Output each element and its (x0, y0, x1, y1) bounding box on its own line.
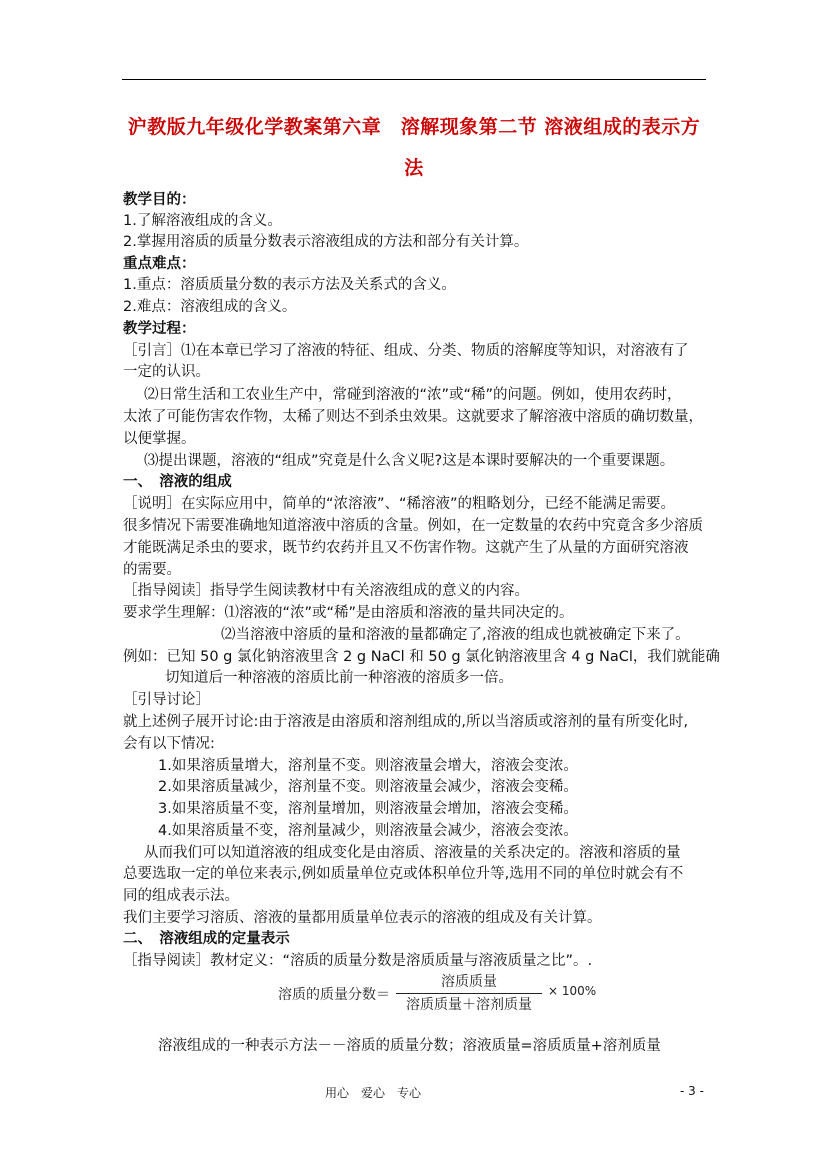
formula-denominator: 溶质质量＋溶剂质量 (406, 997, 532, 1013)
formula-rhs: × 100% (548, 984, 597, 998)
page-number: - 3 - (680, 1084, 704, 1098)
formula-fraction (396, 972, 542, 1015)
formula-lhs: 溶质的质量分数＝ (278, 987, 390, 1003)
fraction-bar (396, 993, 542, 994)
text-line: 1.重点：溶质质量分数的表示方法及关系式的含义。 (123, 277, 456, 293)
text-line: 2.难点：溶液组成的含义。 (123, 299, 297, 315)
text-line: ⑵日常生活和工农业生产中，常碰到溶液的“浓”或“稀”的问题。例如，使用农药时， (144, 387, 682, 403)
text-line: ［指导阅读］指导学生阅读教材中有关溶液组成的意义的内容。 (123, 583, 529, 599)
footer-motto: 用心 爱心 专心 (325, 1086, 422, 1100)
formula-numerator: 溶质质量 (441, 974, 497, 990)
text-line: 2.掌握用溶质的质量分数表示溶液组成的方法和部分有关计算。 (123, 234, 529, 250)
text-line: 溶液组成的一种表示方法－－溶质的质量分数；溶液质量=溶质质量+溶剂质量 (158, 1038, 661, 1054)
header-rule (122, 79, 706, 80)
text-line: 就上述例子展开讨论:由于溶液是由溶质和溶剂组成的,所以当溶质或溶剂的量有所变化时, (123, 714, 689, 730)
list-item: 1.如果溶质量增大，溶剂量不变。则溶液量会增大，溶液会变浓。 (158, 758, 578, 774)
text-line: ［引导讨论］ (123, 692, 210, 708)
text-line: 很多情况下需要准确地知道溶液中溶质的含量。例如，在一定数量的农药中究竟含多少溶质 (123, 518, 703, 534)
text-line: 切知道后一种溶液的溶质比前一种溶液的溶质多一倍。 (165, 670, 513, 686)
text-line: ［指导阅读］教材定义：“溶质的质量分数是溶质质量与溶液质量之比”。. (123, 953, 593, 969)
text-line: 1.了解溶液组成的含义。 (123, 213, 282, 229)
text-line: 才能既满足杀虫的要求，既节约农药并且又不伤害作物。这就产生了从量的方面研究溶液 (123, 540, 689, 556)
section-heading-key-points: 重点难点： (123, 256, 196, 272)
text-line: ⑶提出课题，溶液的“组成”究竟是什么含义呢?这是本课时要解决的一个重要课题。 (144, 453, 675, 469)
text-line: 要求学生理解：⑴溶液的“浓”或“稀”是由溶质和溶液的量共同决定的。 (123, 605, 574, 621)
section-heading-objectives: 教学目的： (123, 192, 196, 208)
text-line: 的需要。 (123, 562, 181, 578)
list-item: 3.如果溶质量不变，溶剂量增加，则溶液量会增加，溶液会变稀。 (158, 801, 578, 817)
text-line: 一定的认识。 (123, 364, 210, 380)
page-footer (0, 1084, 827, 1104)
text-line: 以便掌握。 (123, 431, 196, 447)
text-line: ［引言］⑴在本章已学习了溶液的特征、组成、分类、物质的溶解度等知识，对溶液有了 (123, 343, 689, 359)
text-line: ［说明］在实际应用中，简单的“浓溶液”、“稀溶液”的粗略划分，已经不能满足需要。 (123, 496, 676, 512)
text-line: 太浓了可能伤害农作物，太稀了则达不到杀虫效果。这就要求了解溶液中溶质的确切数量， (123, 409, 703, 425)
text-line: ⑵当溶液中溶质的量和溶液的量都确定了,溶液的组成也就被确定下来了。 (221, 627, 690, 643)
document-title-line-2: 法 (404, 157, 424, 179)
text-line: 会有以下情况: (123, 736, 215, 752)
list-item: 2.如果溶质量减少，溶剂量不变。则溶液量会减少，溶液会变稀。 (158, 779, 578, 795)
text-line: 例如：已知 50 g 氯化钠溶液里含 2 g NaCl 和 50 g 氯化钠溶液里含 4 g NaCl，我们就能确 (123, 649, 720, 665)
text-line: 同的组成表示法。 (123, 888, 239, 904)
text-line: 我们主要学习溶质、溶液的量都用质量单位表示的溶液的组成及有关计算。 (123, 910, 602, 926)
document-title-line-1: 沪教版九年级化学教案第六章 溶解现象第二节 溶液组成的表示方 (127, 116, 701, 138)
list-item: 4.如果溶质量不变，溶剂量减少，则溶液量会减少，溶液会变浓。 (158, 823, 578, 839)
text-line: 从而我们可以知道溶液的组成变化是由溶质、溶液量的关系决定的。溶液和溶质的量 (144, 845, 681, 861)
section-heading-process: 教学过程： (123, 321, 196, 337)
section-heading-2: 二、 溶液组成的定量表示 (123, 931, 290, 947)
section-heading-1: 一、 溶液的组成 (123, 474, 232, 490)
text-line: 总要选取一定的单位来表示,例如质量单位克或体积单位升等,选用不同的单位时就会有不 (123, 866, 684, 882)
